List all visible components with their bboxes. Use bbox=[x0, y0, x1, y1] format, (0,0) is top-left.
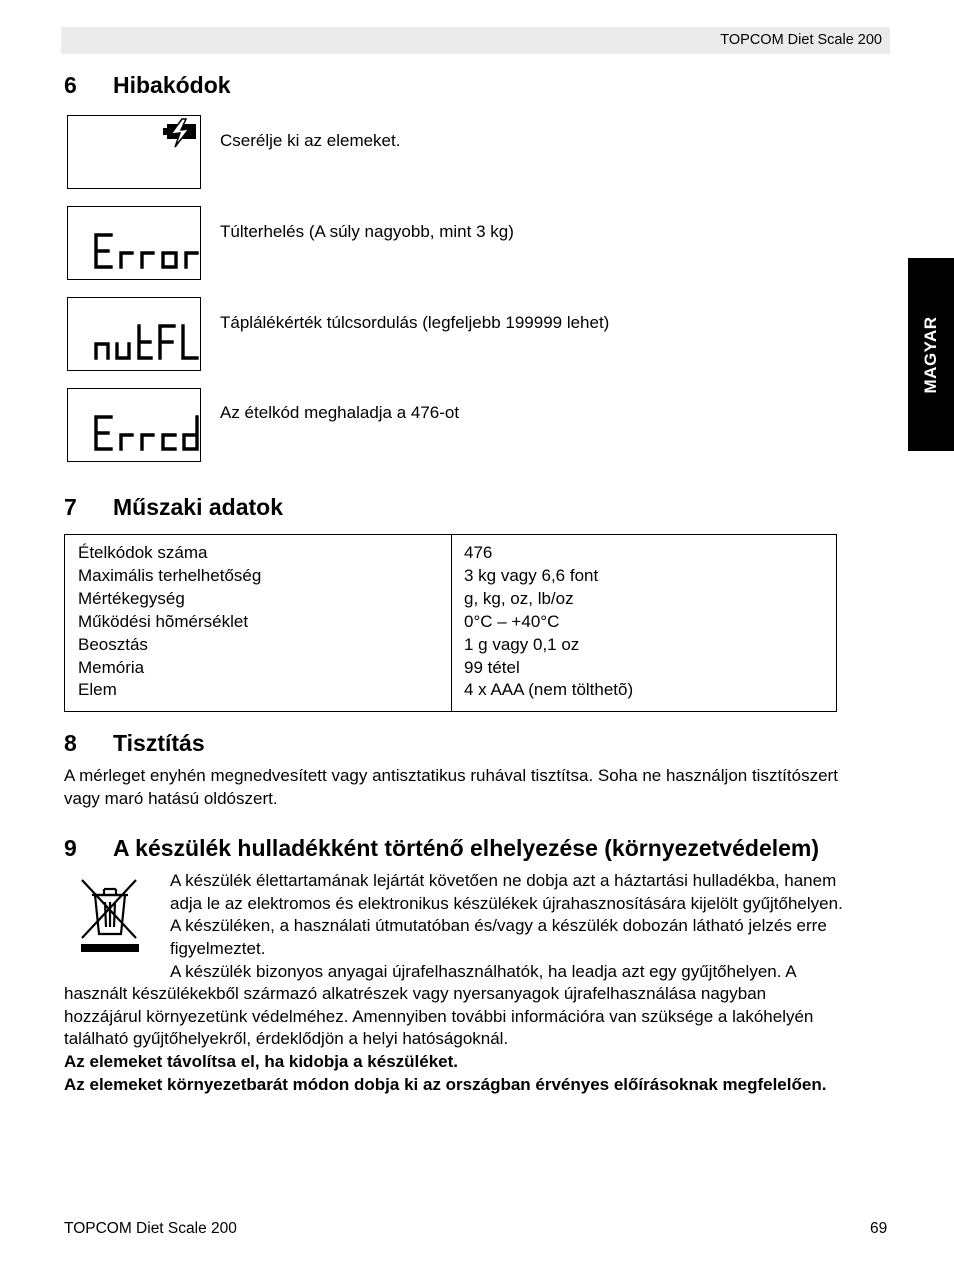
spec-value: 1 g vagy 0,1 oz bbox=[464, 634, 580, 654]
section-number: 6 bbox=[64, 72, 77, 98]
lcd-error-segments bbox=[68, 207, 202, 281]
spec-value: 476 bbox=[464, 543, 493, 562]
spec-values-column bbox=[464, 542, 633, 702]
bold-notice-line: Az elemeket távolítsa el, ha kidobja a készüléket. bbox=[64, 1052, 459, 1072]
footer-title: TOPCOM Diet Scale 200 bbox=[64, 1220, 237, 1237]
bold-notice-line: Az elemeket környezetbarát módon dobja ki az országban érvényes előírásoknak megfelelően. bbox=[64, 1074, 827, 1094]
page-number: 69 bbox=[870, 1220, 888, 1237]
spec-label: Mértékegység bbox=[78, 588, 185, 608]
spec-label: Maximális terhelhetőség bbox=[78, 565, 262, 585]
paragraph-line: A mérleget enyhén megnedvesített vagy antisztatikus ruhával tisztítsa. Soha ne használjon tisztítószert bbox=[64, 766, 838, 785]
spec-label: Ételkódok száma bbox=[78, 543, 208, 562]
section-number: 9 bbox=[64, 835, 77, 861]
header-title: TOPCOM Diet Scale 200 bbox=[720, 32, 882, 48]
spec-value: 3 kg vagy 6,6 font bbox=[464, 565, 599, 585]
lcd-nutfl-segments bbox=[68, 298, 202, 372]
spec-value: 4 x AAA (nem tölthetõ) bbox=[464, 680, 634, 700]
crossed-out-bin-icon bbox=[78, 876, 142, 954]
lcd-errcd bbox=[67, 388, 201, 462]
error-description-nutrition-overflow: Táplálékérték túlcsordulás (legfeljebb 199999 lehet) bbox=[220, 313, 610, 332]
paragraph-line: adja le az elektromos és elektronikus készülékek újrahasznosítására kijelölt gyűjtőhelyen. bbox=[170, 893, 843, 913]
table-divider bbox=[451, 535, 452, 711]
lcd-errcd-segments bbox=[68, 389, 202, 463]
lcd-error bbox=[67, 206, 201, 280]
disposal-continued-paragraph bbox=[64, 983, 826, 1097]
spec-value: g, kg, oz, lb/oz bbox=[464, 588, 574, 608]
battery-low-icon bbox=[68, 116, 202, 190]
lcd-nutfl bbox=[67, 297, 201, 371]
spec-label: Memória bbox=[78, 657, 145, 677]
lcd-battery-low bbox=[67, 115, 201, 189]
language-tab bbox=[908, 258, 954, 451]
error-description-battery: Cserélje ki az elemeket. bbox=[220, 131, 401, 150]
section-title: Hibakódok bbox=[113, 72, 231, 98]
spec-value: 0°C – +40°C bbox=[464, 611, 560, 631]
language-tab-label: MAGYAR bbox=[921, 316, 940, 393]
spec-label: Beosztás bbox=[78, 634, 148, 654]
section-number: 7 bbox=[64, 494, 77, 520]
cleaning-paragraph bbox=[64, 765, 838, 810]
paragraph-line: figyelmeztet. bbox=[170, 939, 266, 959]
spec-labels-column bbox=[78, 542, 261, 702]
spec-value: 99 tétel bbox=[464, 657, 520, 677]
disposal-intro-paragraph bbox=[170, 870, 843, 984]
section-title: Műszaki adatok bbox=[113, 494, 283, 520]
section-title: Tisztítás bbox=[113, 730, 205, 756]
paragraph-line: A készülék élettartamának lejártát követően ne dobja azt a háztartási hulladékba, hanem bbox=[170, 871, 837, 890]
paragraph-line: használt készülékekből származó alkatrészek vagy nyersanyagok újrafelhasználása nagyban bbox=[64, 984, 767, 1003]
error-description-overload: Túlterhelés (A súly nagyobb, mint 3 kg) bbox=[220, 222, 514, 241]
page-header bbox=[61, 27, 890, 54]
paragraph-line: található gyűjtőhelyekről, érdeklődjön a helyi hatóságoknál. bbox=[64, 1029, 509, 1049]
paragraph-line: A készüléken, a használati útmutatóban és/vagy a készülék dobozán látható jelzés erre bbox=[170, 916, 827, 936]
spec-label: Elem bbox=[78, 680, 117, 700]
paragraph-line: vagy maró hatású oldószert. bbox=[64, 788, 278, 808]
spec-label: Működési hõmérséklet bbox=[78, 611, 249, 631]
error-description-food-code: Az ételkód meghaladja a 476-ot bbox=[220, 403, 460, 422]
section-title: A készülék hulladékként történő elhelyezése (környezetvédelem) bbox=[113, 835, 820, 861]
paragraph-line: A készülék bizonyos anyagai újrafelhasználhatók, ha leadja azt egy gyűjtőhelyen. A bbox=[170, 961, 797, 981]
section-number: 8 bbox=[64, 730, 77, 756]
paragraph-line: hozzájárul környezetünk védelméhez. Amennyiben további információra van szüksége a lakóhelyén bbox=[64, 1006, 814, 1026]
specifications-table bbox=[64, 534, 837, 712]
